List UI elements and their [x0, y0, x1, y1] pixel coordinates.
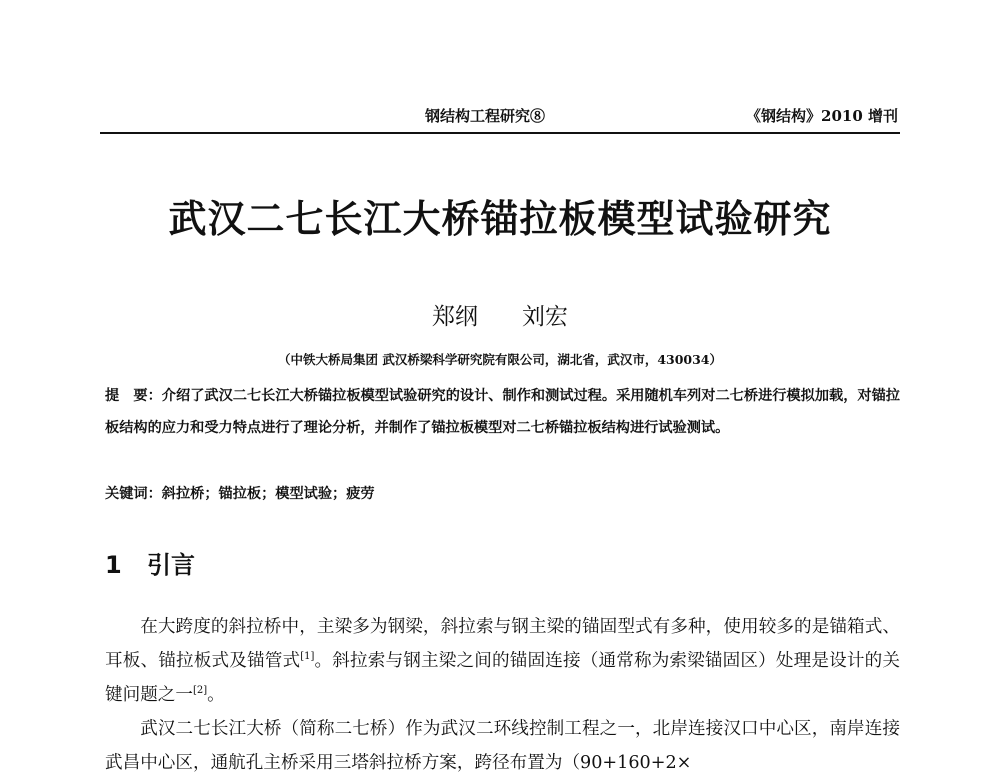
abstract [105, 380, 900, 444]
section-heading [105, 545, 195, 580]
body-p1-part-c: 。 [207, 685, 225, 705]
body-text [105, 610, 900, 773]
header-journal-issue: 《钢结构》2010 增刊 [746, 107, 898, 125]
citation-2: [2] [192, 685, 208, 697]
keywords [105, 480, 900, 508]
abstract-label: 提 要： [105, 388, 162, 404]
running-header [100, 100, 900, 134]
section-title: 引言 [147, 551, 195, 579]
author-1: 郑纲 [432, 304, 478, 330]
section-number: 1 [105, 551, 122, 579]
paper-title: 武汉二七长江大桥锚拉板模型试验研究 [168, 197, 832, 241]
keywords-label: 关键词： [105, 486, 162, 502]
citation-1: [1] [300, 651, 315, 663]
keywords-text: 斜拉桥；锚拉板；模型试验；疲劳 [161, 486, 375, 502]
header-series-title: 钢结构工程研究⑧ [425, 107, 546, 125]
body-paragraph-2: 武汉二七长江大桥（简称二七桥）作为武汉二环线控制工程之一，北岸连接汉口中心区，南岸连接武昌中心区，通航孔主桥采用三塔斜拉桥方案，跨径布置为（90+160+2× [105, 719, 900, 773]
author-2: 刘宏 [522, 304, 568, 330]
author-affiliation: （中铁大桥局集团 武汉桥梁科学研究院有限公司，湖北省，武汉市，430034） [277, 352, 723, 367]
abstract-text: 介绍了武汉二七长江大桥锚拉板模型试验研究的设计、制作和测试过程。采用随机车列对二七桥进行模拟加载，对锚拉板结构的应力和受力特点进行了理论分析，并制作了锚拉板模型对二七桥锚拉板结构进行试验测试。 [105, 388, 900, 436]
body-paragraph-1 [105, 610, 900, 712]
body-p1-part-b: 。斜拉索与钢主梁之间的锚固连接（通常称为索梁锚固区）处理是设计的关键问题之一 [105, 651, 900, 705]
body-p1-part-a: 在大跨度的斜拉桥中，主梁多为钢梁，斜拉索与钢主梁的锚固型式有多种，使用较多的是锚箱式、耳板、锚拉板式及锚管式 [105, 617, 900, 671]
author-list [0, 298, 1000, 331]
